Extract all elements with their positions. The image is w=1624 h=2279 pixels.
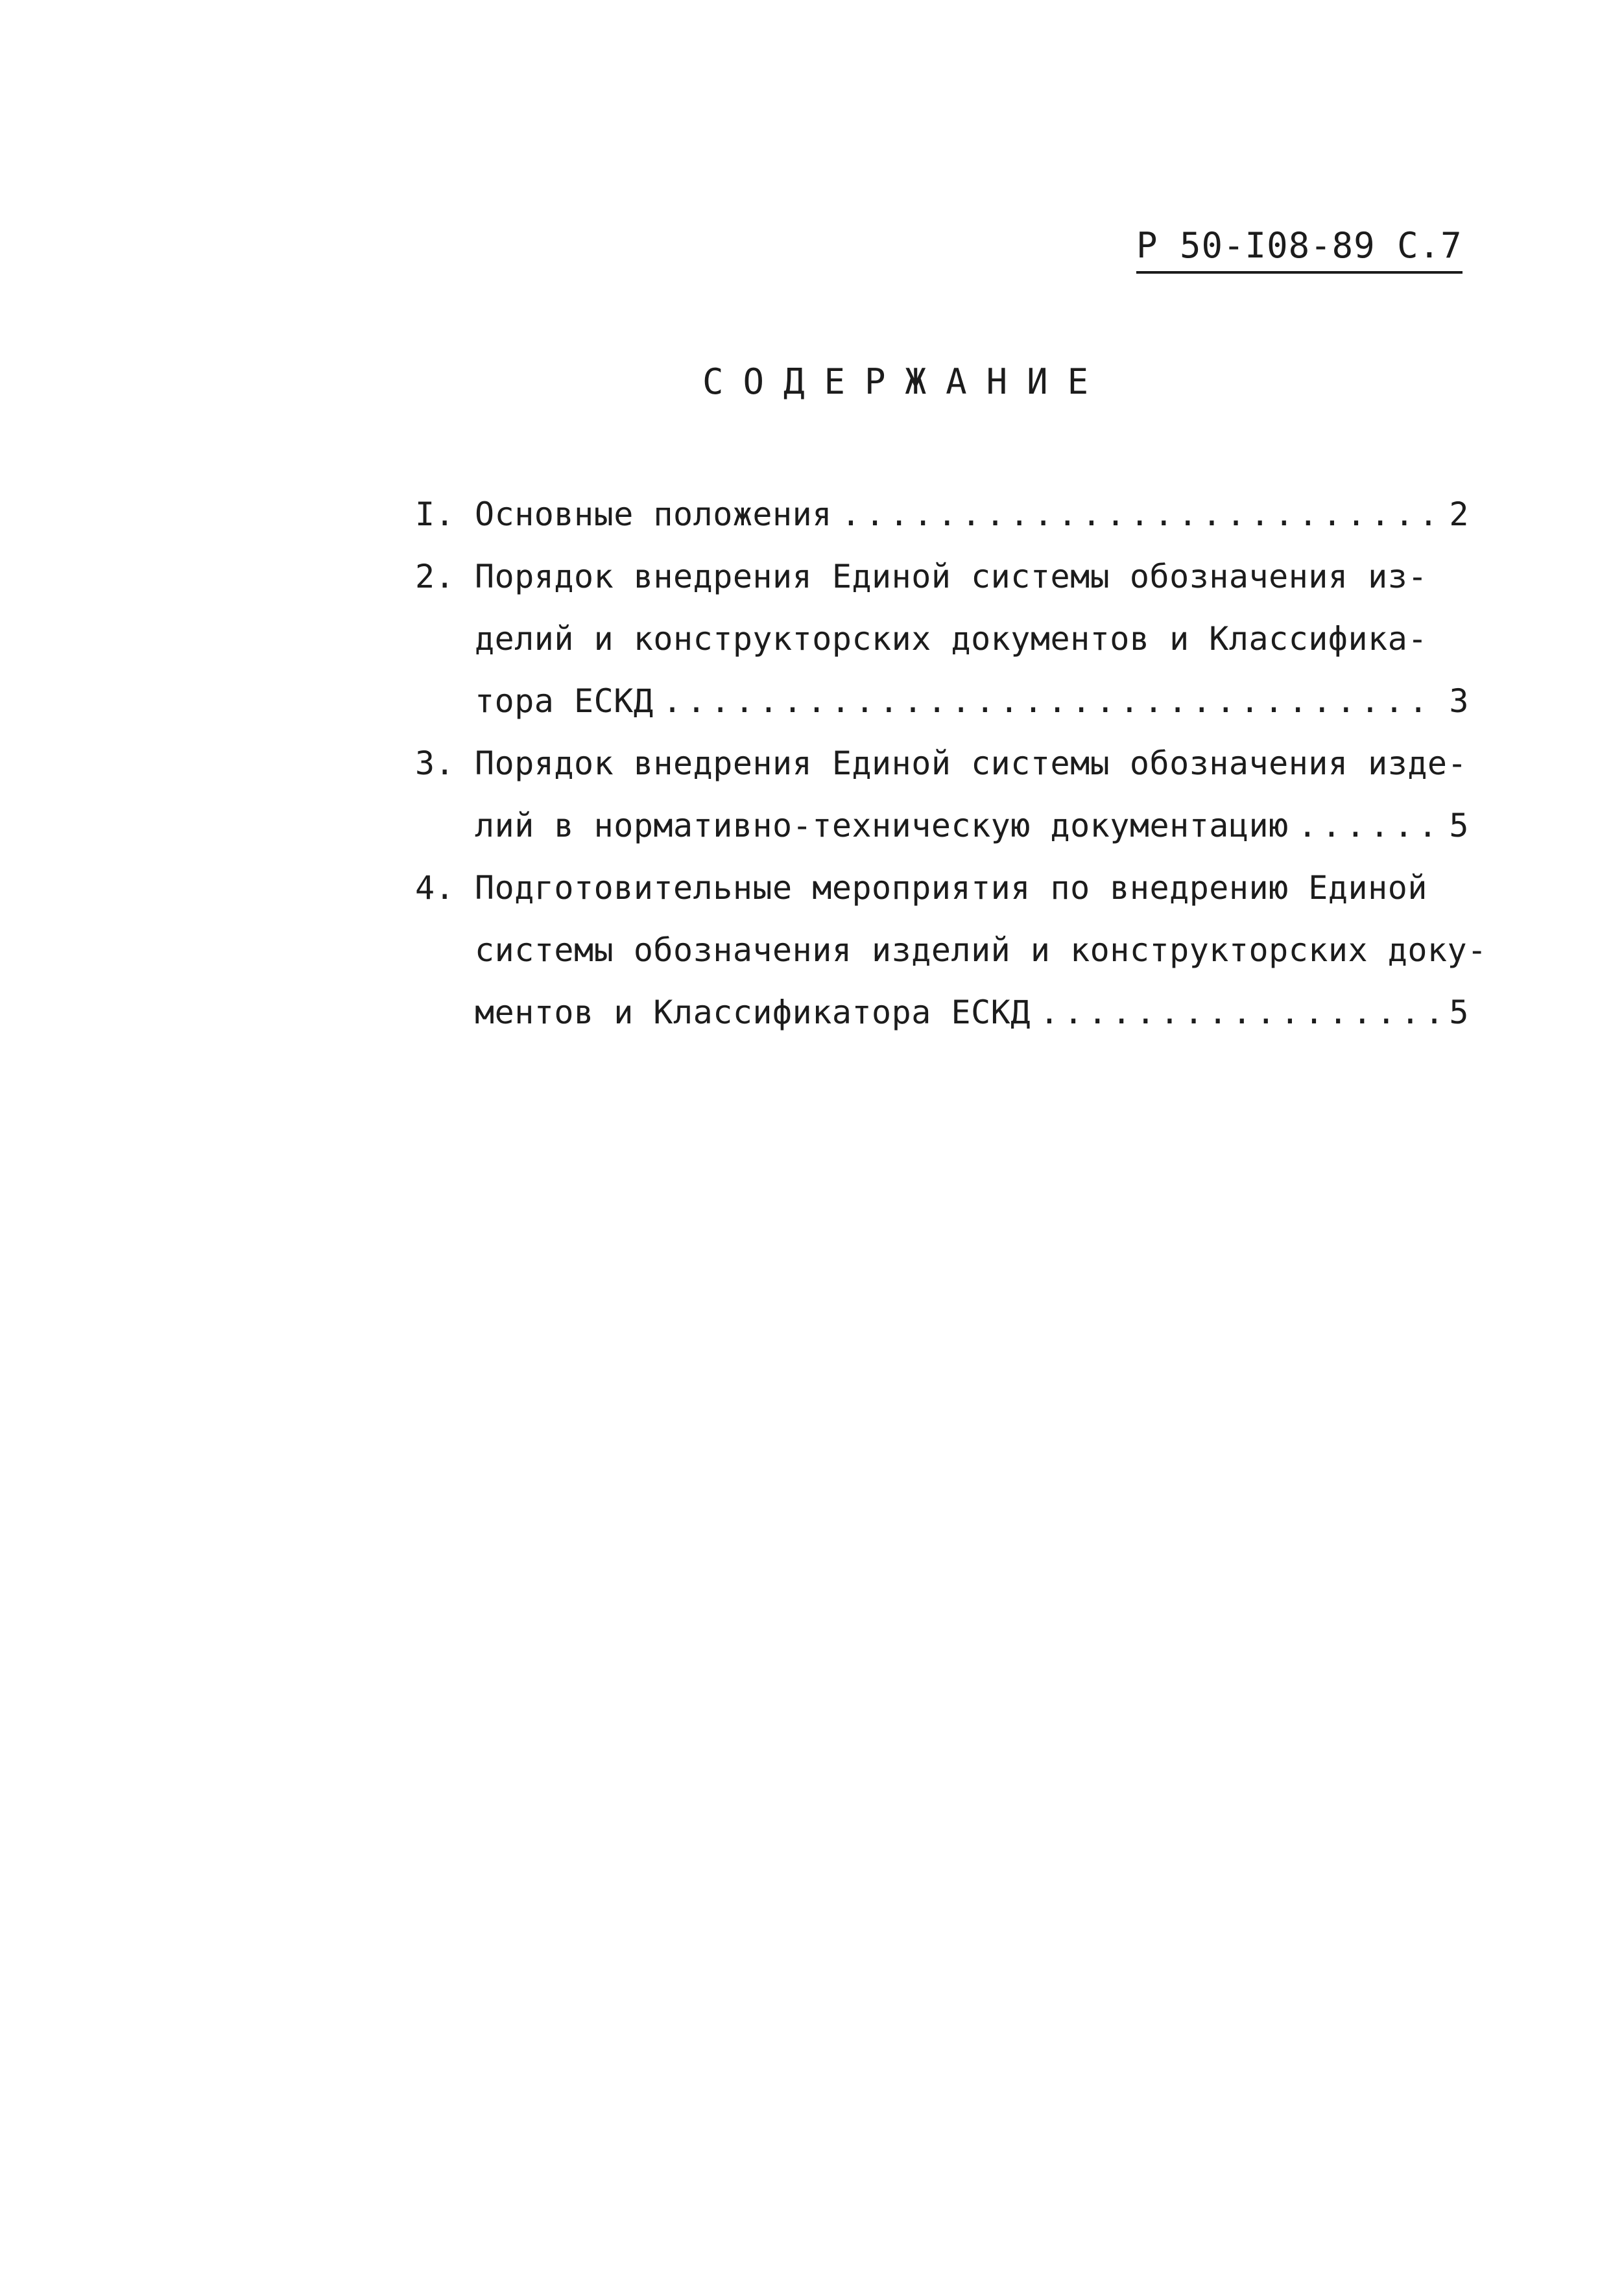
toc-entry-page-number: 5 <box>1449 807 1469 844</box>
toc-entry-text: ментов и Классификатора ЕСКД <box>475 994 1031 1031</box>
document-page-code: Р 50-I08-89 С.7 <box>1136 228 1463 274</box>
toc-entry-text-line: Порядок внедрения Единой системы обозначения из- <box>475 558 1427 595</box>
toc-entry <box>415 483 1469 545</box>
toc-entry-number: 2. <box>415 558 455 595</box>
toc-entry-number: 4. <box>415 869 455 907</box>
toc-entry-text-line: делий и конструкторских документов и Классифика- <box>475 620 1427 658</box>
toc-list <box>415 483 1487 1044</box>
toc-entry-page-number: 2 <box>1449 495 1469 533</box>
dot-leader <box>1040 981 1440 1044</box>
toc-entry <box>415 857 1487 1044</box>
dot-leader <box>841 483 1440 545</box>
toc-entry-number: 3. <box>415 745 455 782</box>
toc-entry <box>415 732 1469 857</box>
toc-entry <box>415 545 1469 732</box>
toc-entry-text: Основные положения <box>475 495 832 533</box>
toc-entry-last-line <box>475 483 1469 545</box>
toc-entry-text-line: Порядок внедрения Единой системы обозначения изде- <box>475 745 1468 782</box>
toc-entry-text-line: системы обозначения изделий и конструкторских доку- <box>475 931 1487 969</box>
toc-entry-page-number: 5 <box>1449 994 1469 1031</box>
toc-entry-page-number: 3 <box>1449 682 1469 720</box>
toc-entry-last-line <box>475 981 1469 1044</box>
toc-entry-last-line <box>475 670 1469 732</box>
toc-title: СОДЕРЖАНИЕ <box>702 361 1108 402</box>
toc-entry-last-line <box>475 794 1469 857</box>
toc-entry-text-line: Подготовительные мероприятия по внедрению Единой <box>475 869 1427 907</box>
dot-leader <box>1298 794 1440 857</box>
toc-entry-number: I. <box>415 495 455 533</box>
toc-entry-text: тора ЕСКД <box>475 682 654 720</box>
toc-entry-text: лий в нормативно-техническую документацию <box>475 807 1289 844</box>
dot-leader <box>662 670 1440 732</box>
